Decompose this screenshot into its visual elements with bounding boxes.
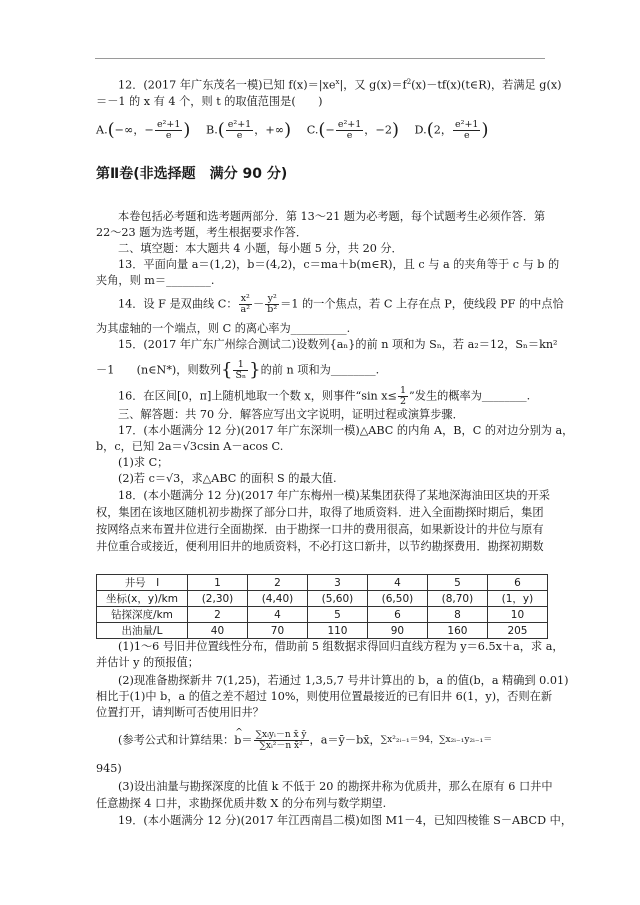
q18-part1-line1: (1)1～6 号旧井位置线性分布，借助前 5 组数据求得回归直线方程为 y＝6.5x＋a，求 a， [118, 640, 564, 653]
q13-line1: 13．平面向量 a＝(1,2)，b＝(4,2)，c＝ma＋b(m∈R)，且 c 与 a 的夹角等于 c 与 b 的 [118, 258, 560, 271]
q18-reference-end: 945) [96, 762, 122, 775]
table-cell: 90 [367, 623, 427, 639]
q14-line2: 为其虚轴的一个端点，则 C 的离心率为__________. [96, 322, 351, 335]
table-cell: 6 [367, 607, 427, 623]
q12-option-c: C.(− $\frac{\text{e²+1}}{e}$ ，−2) [306, 119, 399, 141]
table-cell: (6,50) [367, 591, 427, 607]
header-rule [95, 58, 545, 59]
table-cell: (1，y) [487, 591, 547, 607]
table-cell: (5,60) [307, 591, 367, 607]
q18-reference-formula: (参考公式和计算结果：^ b＝ $\frac{\text{∑xᵢyᵢ－n x̄ ȳ}}{\text{∑xᵢ²－n x̄²}}$ ，a＝ȳ－bx̄，∑x²₂ᵢ₋₁＝94，∑x₂ᵢ₋₁y₂ᵢ₋₁＝ [118, 730, 492, 751]
q18-line2: 权，集团在该地区随机初步勘探了部分口井，取得了地质资料．进入全面勘探时期后，集团 [96, 506, 544, 519]
fill-in-title: 二、填空题：本大题共 4 小题，每小题 5 分，共 20 分． [118, 242, 403, 255]
section-title: 第Ⅱ卷(非选择题 满分 90 分) [96, 166, 288, 182]
q18-part3-line2: 任意勘探 4 口井，求勘探优质井数 X 的分布列与数学期望. [96, 797, 387, 810]
table-row-header: 钻探深度/km [97, 607, 188, 623]
q12-line2: ＝－1 的 x 有 4 个，则 t 的取值范围是( ) [96, 95, 323, 108]
q14-line1: 14．设 F 是双曲线 C： $\frac{\text{x²}}{\text{a²}}$ － $\frac{\text{y²}}{\text{b²}}$ ＝1 的一个焦点，若 C 上存在点 P，使线段 PF 的中点恰 [118, 293, 564, 315]
q18-part2-line1: (2)现准备勘探新井 7(1,25)，若通过 1,3,5,7 号井计算出的 b，a 的值(b，a 精确到 0.01) [118, 674, 569, 687]
table-cell: 1 [188, 575, 248, 591]
q12-option-a: A.(−∞，− $\frac{\text{e²+1}}{e}$ ) [96, 119, 191, 141]
table-cell: 2 [247, 575, 307, 591]
table-row [97, 591, 548, 607]
table-cell: 4 [367, 575, 427, 591]
table-row [97, 623, 548, 639]
table-cell: 160 [427, 623, 487, 639]
table-cell: 4 [247, 607, 307, 623]
table-cell: 5 [307, 607, 367, 623]
q17-line1: 17．(本小题满分 12 分)(2017 年广东深圳一模)△ABC 的内角 A，B，C 的对边分别为 a， [118, 424, 574, 437]
table-cell: 3 [307, 575, 367, 591]
table-cell: (8,70) [427, 591, 487, 607]
table-cell: 6 [487, 575, 547, 591]
q13-line2: 夹角，则 m＝________. [96, 274, 215, 287]
q18-part2-line2: 相比于(1)中 b，a 的值之差不超过 10%，则使用位置最接近的已有旧井 6(1，y)，否则在新 [96, 690, 553, 703]
table-row-header: 坐标(x，y)/km [97, 591, 188, 607]
q15-line1: 15．(2017 年广东广州综合测试二)设数列{aₙ}的前 n 项和为 Sₙ，若 a₂＝12，Sₙ＝kn² [118, 338, 558, 351]
q15-line2: －1 (n∈N*)，则数列{ $\frac{1}{\text{Sₙ}}$ }的前 n 项和为________. [96, 359, 380, 381]
q12-options [96, 120, 501, 141]
table-cell: 40 [188, 623, 248, 639]
table-cell: 2 [188, 607, 248, 623]
table-cell: 5 [427, 575, 487, 591]
table-cell: (2,30) [188, 591, 248, 607]
q12-line1: 12．(2017 年广东茂名一模)已知 $f(x)=|xe^x|$，又 $g(x)=f^2(x)-tf(x)(t\in R)$，若满足 g(x) [118, 78, 562, 92]
intro-line2: 22～23 题为选考题，考生根据要求作答． [96, 226, 308, 239]
q18-line3: 按网络点来布置井位进行全面勘探．由于勘探一口井的费用很高，如果新设计的井位与原有 [96, 523, 544, 536]
table-cell: 70 [247, 623, 307, 639]
table-row [97, 607, 548, 623]
solve-title: 三、解答题：共 70 分．解答应写出文字说明，证明过程或演算步骤． [118, 408, 464, 421]
table-cell: 110 [307, 623, 367, 639]
q12-option-b: B.( $\frac{\text{e²+1}}{e}$ ，+∞) [205, 119, 292, 141]
table-cell: 10 [487, 607, 547, 623]
q17-line2: b，c，已知 2a＝√3csin A－acos C. [96, 440, 284, 453]
q17-line3: (1)求 C； [118, 456, 169, 469]
q19-line1: 19．(本小题满分 12 分)(2017 年江西南昌二模)如图 M1－4，已知四棱锥 S－ABCD 中， [118, 814, 573, 827]
q18-part3-line1: (3)设出油量与勘探深度的比值 k 不低于 20 的勘探井称为优质井，那么在原有 6 口井中 [118, 780, 553, 793]
table-row [97, 575, 548, 591]
table-row-header: 出油量/L [97, 623, 188, 639]
table-cell: (4,40) [247, 591, 307, 607]
q16-line: 16．在区间[0，π]上随机地取一个数 x，则事件“sin x≤ $\frac{1}{2}$ ”发生的概率为________. [118, 385, 531, 407]
q18-part2-line3: 位置打开，请判断可否使用旧井？ [96, 706, 264, 719]
intro-line1: 本卷包括必考题和选考题两部分．第 13～21 题为必考题，每个试题考生必须作答．第 [118, 210, 546, 223]
well-data-table [96, 574, 548, 639]
q18-part1-line2: 并估计 y 的预报值； [96, 656, 199, 669]
table-cell: 8 [427, 607, 487, 623]
table-row-header: 井号 I [97, 575, 188, 591]
q12-option-d: D.(2， $\frac{\text{e²+1}}{e}$ ) [414, 119, 489, 141]
q18-line4: 井位重合或接近，便利用旧井的地质资料，不必打这口新井，以节约勘探费用．勘探初期数 [96, 540, 544, 553]
table-cell: 205 [487, 623, 547, 639]
q17-line4: (2)若 c＝√3，求△ABC 的面积 S 的最大值. [118, 472, 337, 485]
q18-line1: 18．(本小题满分 12 分)(2017 年广东梅州一模)某集团获得了某地深海油田区块的开采 [118, 489, 550, 502]
